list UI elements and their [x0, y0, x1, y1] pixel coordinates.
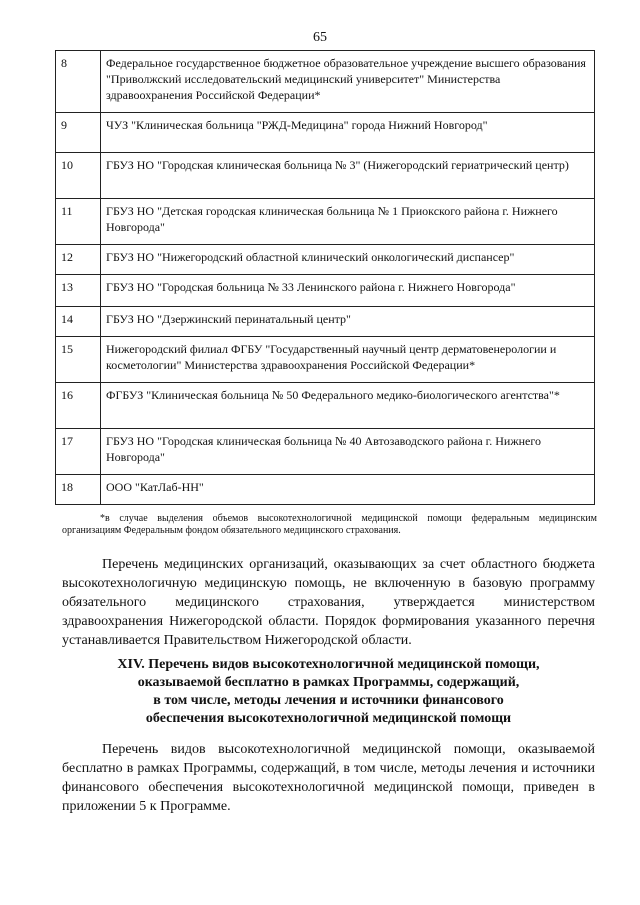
organization-name: ГБУЗ НО "Городская больница № 33 Ленинского района г. Нижнего Новгорода": [101, 275, 595, 307]
row-number: 17: [56, 429, 101, 475]
organization-name: ГБУЗ НО "Городская клиническая больница № 3" (Нижегородский гериатрический центр): [101, 153, 595, 199]
table-row: [56, 275, 595, 307]
row-number: 11: [56, 199, 101, 245]
page-number: 65: [313, 30, 327, 45]
row-number: 10: [56, 153, 101, 199]
heading-line: XIV. Перечень видов высокотехнологичной медицинской помощи,: [117, 657, 540, 672]
row-number: 12: [56, 245, 101, 275]
heading-line: оказываемой бесплатно в рамках Программы, содержащий,: [137, 675, 520, 690]
heading-line: в том числе, методы лечения и источники финансового: [153, 693, 504, 708]
table-row: [56, 307, 595, 337]
row-number: 14: [56, 307, 101, 337]
table-row: [56, 51, 595, 113]
table-row: [56, 383, 595, 429]
organization-name: ЧУЗ "Клиническая больница "РЖД-Медицина" города Нижний Новгород": [101, 113, 595, 153]
table-row: [56, 245, 595, 275]
table-row: [56, 475, 595, 505]
table-row: [56, 153, 595, 199]
row-number: 16: [56, 383, 101, 429]
organization-name: ГБУЗ НО "Нижегородский областной клинический онкологический диспансер": [101, 245, 595, 275]
organization-name: ООО "КатЛаб-НН": [101, 475, 595, 505]
row-number: 8: [56, 51, 101, 113]
organization-name: Нижегородский филиал ФГБУ "Государственный научный центр дерматовенерологии и косметологии" Министерства здравоохранения Российской Федерации*: [101, 337, 595, 383]
table-row: [56, 199, 595, 245]
organization-name: Федеральное государственное бюджетное образовательное учреждение высшего образования "Приволжский исследовательский медицинский университет" Министерства здравоохранения Российской Федерации*: [101, 51, 595, 113]
row-number: 13: [56, 275, 101, 307]
paragraph-hitech-care-list: Перечень видов высокотехнологичной медицинской помощи, оказываемой бесплатно в рамках Программы, содержащий, в том числе, методы лечения и источники финансового обеспечения высокотехнологичной медицинской помощи, приведен в приложении 5 к Программе.: [62, 742, 595, 814]
organizations-table: [55, 50, 595, 505]
table-row: [56, 429, 595, 475]
organization-name: ГБУЗ НО "Городская клиническая больница № 40 Автозаводского района г. Нижнего Новгорода": [101, 429, 595, 475]
heading-line: обеспечения высокотехнологичной медицинской помощи: [145, 711, 512, 726]
organization-name: ФГБУЗ "Клиническая больница № 50 Федерального медико-биологического агентства"*: [101, 383, 595, 429]
organization-name: ГБУЗ НО "Дзержинский перинатальный центр": [101, 307, 595, 337]
paragraph-organizations-list: Перечень медицинских организаций, оказывающих за счет областного бюджета высокотехнологичную медицинскую помощь, не включенную в базовую программу обязательного медицинского страхования, утверждается министерством здравоохранения Нижегородской области. Порядок формирования указанного перечня устанавливается Правительством Нижегородской области.: [62, 557, 595, 648]
table-row: [56, 337, 595, 383]
row-number: 9: [56, 113, 101, 153]
section-heading: [62, 656, 595, 728]
footnote: *в случае выделения объемов высокотехнологичной медицинской помощи федеральным медицинским организациям Федеральным фондом обязательного медицинского страхования.: [62, 513, 597, 536]
row-number: 18: [56, 475, 101, 505]
table-row: [56, 113, 595, 153]
row-number: 15: [56, 337, 101, 383]
organization-name: ГБУЗ НО "Детская городская клиническая больница № 1 Приокского района г. Нижнего Новгорода": [101, 199, 595, 245]
